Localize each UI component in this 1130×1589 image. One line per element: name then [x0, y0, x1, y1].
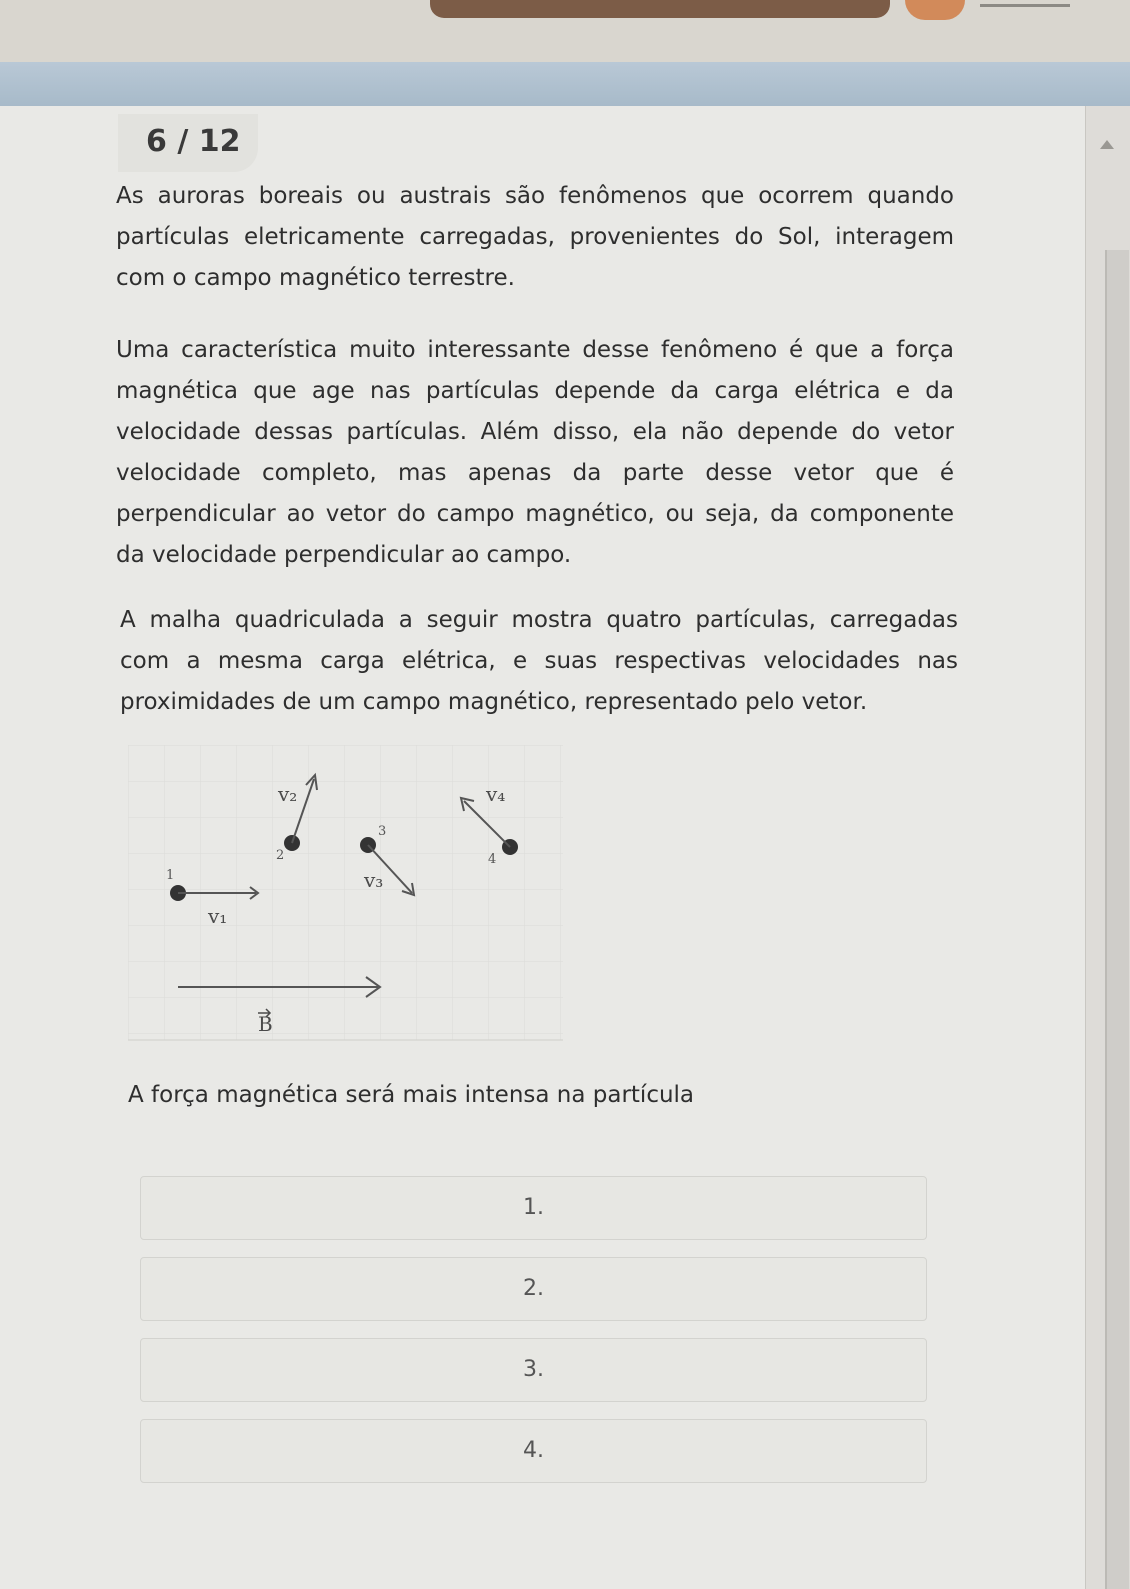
app-icon[interactable] — [905, 0, 965, 20]
paragraph-grid-description: A malha quadriculada a seguir mostra quatro partículas, carregadas com a mesma carga elétrica, e suas respectivas velocidades nas proximidades de um campo magnético, representado pelo vetor. — [120, 607, 958, 715]
velocity-4-label: v₄ — [486, 782, 506, 806]
answer-option-4[interactable]: 4. — [140, 1419, 927, 1483]
paragraph-explanation: Uma característica muito interessante desse fenômeno é que a força magnética que age nas partículas depende da carga elétrica e da velocidade dessas partículas. Além disso, ela não depende do vetor velocidade completo, mas apenas da parte desse vetor que é perpendicular ao vetor do campo magnético, ou seja, da componente da velocidade perpendicular ao campo. — [116, 337, 954, 568]
scrollbar-thumb[interactable] — [1105, 250, 1129, 1589]
magnetic-field-label: B — [258, 1012, 273, 1036]
menu-icon[interactable] — [980, 4, 1070, 17]
answer-option-3[interactable]: 3. — [140, 1338, 927, 1402]
header-band — [0, 62, 1130, 106]
particle-4-label: 4 — [488, 852, 497, 867]
scroll-up-icon[interactable] — [1100, 140, 1114, 149]
particle-2-label: 2 — [276, 848, 285, 863]
velocity-2-label: v₂ — [278, 782, 298, 806]
question-counter — [118, 114, 258, 172]
particle-1-label: 1 — [166, 868, 175, 883]
browser-top-bar — [0, 0, 1130, 62]
particle-3-label: 3 — [378, 824, 387, 839]
answer-option-2[interactable]: 2. — [140, 1257, 927, 1321]
velocity-3-label: v₃ — [364, 868, 384, 892]
question-prompt: A força magnética será mais intensa na partícula — [128, 1082, 695, 1108]
velocity-1-label: v₁ — [208, 904, 228, 928]
particles-grid-figure — [128, 745, 563, 1045]
paragraph-intro: As auroras boreais ou austrais são fenômenos que ocorrem quando partículas eletricamente carregadas, provenientes do Sol, interagem com o campo magnético terrestre. — [116, 183, 954, 291]
browser-tab[interactable] — [430, 0, 890, 18]
question-counter-label: 6 / 12 — [146, 124, 241, 159]
answer-option-1[interactable]: 1. — [140, 1176, 927, 1240]
